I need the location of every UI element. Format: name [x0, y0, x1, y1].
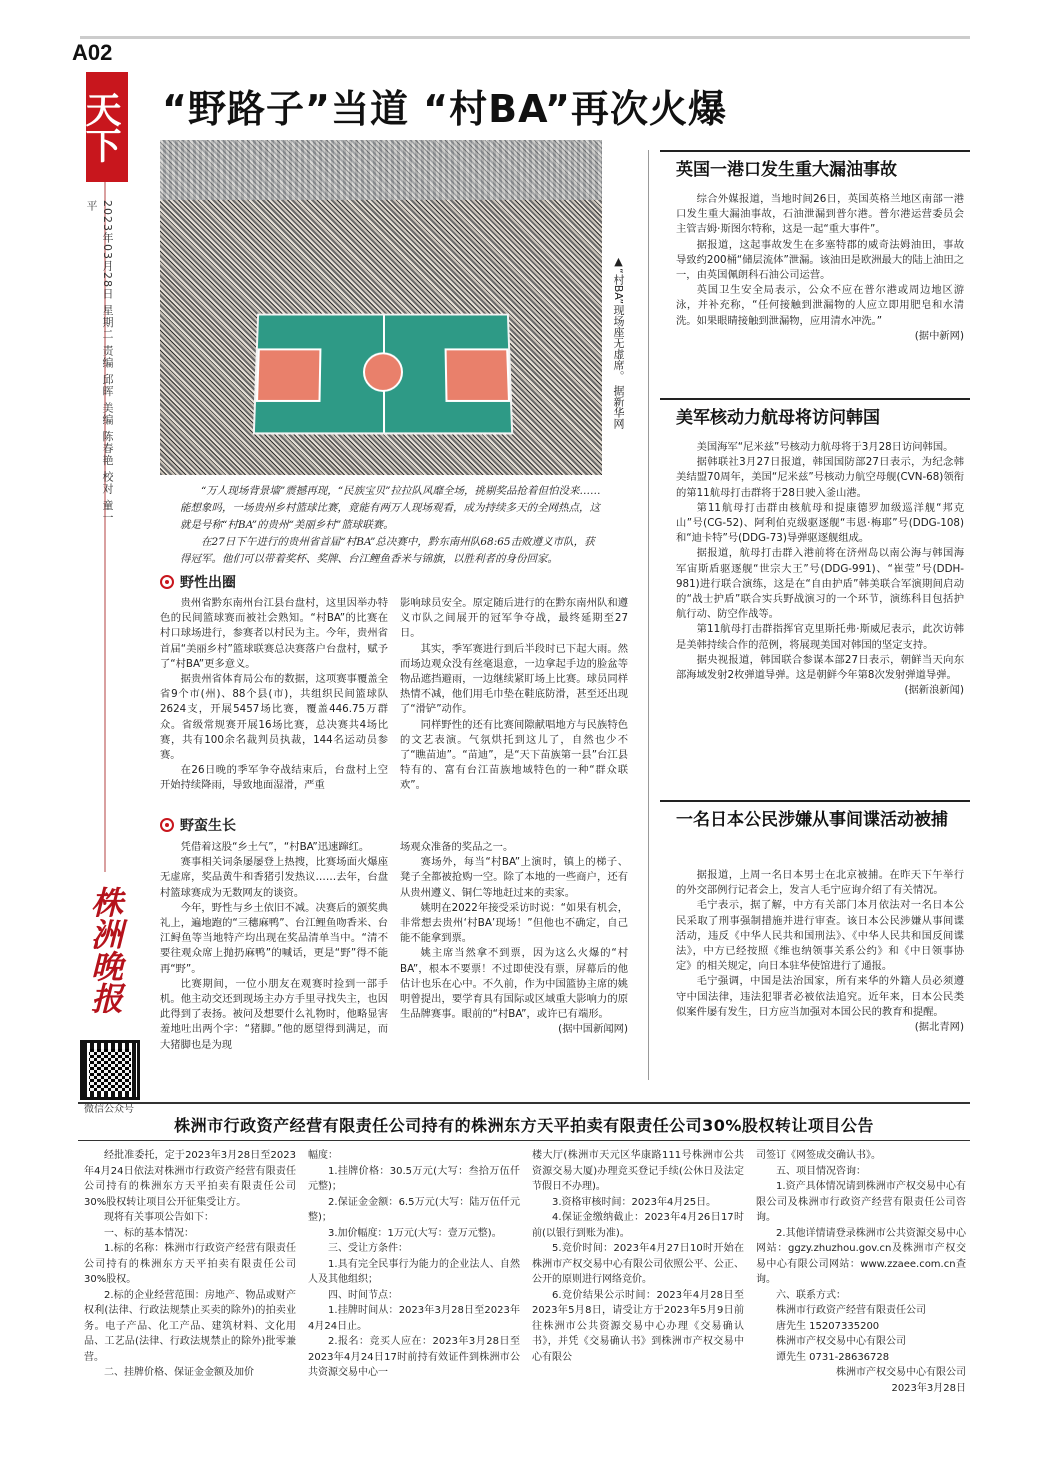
intro-paragraph: “万人现场背景墙”震撼再现，“民族宝贝”拉拉队风靡全场，挑剔奖品抢着但怕没来……能想象吗，一场贵州乡村篮球比赛，竟能有两万人现场观看，成为持续多天的全网热点，这就是号称“村BA”的贵州“美丽乡村”篮球联赛。 — [180, 485, 601, 531]
paragraph: 唐先生 15207335200 — [776, 1320, 880, 1332]
paragraph: 株洲市行政资产经营有限责任公司 — [776, 1305, 926, 1316]
section1-col2 — [400, 596, 628, 794]
section2-col2 — [400, 840, 628, 1038]
story-rule — [660, 398, 970, 400]
paragraph: 一、标的基本情况： — [104, 1227, 194, 1239]
paragraph: 2.标的企业经营范围：房地产、物品或财产权利(法律、行政法规禁止买卖的除外)的拍卖业务。电子产品、化工产品、建筑材料、文化用品、工艺品(法律、行政法规禁止的除外)批零兼营。 — [84, 1289, 296, 1363]
paragraph: 毛宁强调，中国是法治国家，所有来华的外籍人员必须遵守中国法律，违法犯罪者必被依法追究。近年来，日本公民类似案件屡有发生，日方应当加强对本国公民的教育和提醒。 — [676, 975, 964, 1018]
paragraph: 1.资产具体情况请到株洲市产权交易中心有限公司及株洲市行政资产经营有限责任公司咨询。 — [756, 1181, 966, 1223]
story-rule — [660, 150, 970, 152]
bullet-icon — [160, 818, 174, 832]
paragraph: 第11航母打击群由核航母和提康德罗加级巡洋舰“邦克山”号(CG-52)、阿利伯克级驱逐舰“韦恩·梅耶”号(DDG-108)和“迪卡特”号(DDG-73)导弹驱逐舰组成。 — [676, 501, 964, 545]
story-title: 一名日本公民涉嫌从事间谍活动被捕 — [676, 810, 948, 830]
section-tab: 天下 — [86, 72, 128, 182]
paragraph: 姚明在2022年接受采访时说：“如果有机会，非常想去贵州‘村BA’现场！”但他也不确定，自己能不能拿到票。 — [400, 901, 628, 945]
paragraph: 场观众准备的奖品之一。 — [400, 841, 514, 853]
story-body — [676, 868, 964, 1035]
paragraph: 3.加价幅度：1万元(大写：壹万元整)。 — [328, 1227, 502, 1239]
section1-col1 — [160, 596, 388, 794]
paragraph: 综合外媒报道，当地时间26日，英国英格兰地区南部一港口发生重大漏油事故，石油泄漏到普尔港。普尔港运营委员会主管吉姆·斯图尔特称，这是一起“重大事件”。 — [676, 193, 964, 236]
paragraph: 在26日晚的季军争夺战结束后，台盘村上空开始持续降雨，导致地面湿滑，严重 — [160, 764, 388, 792]
paragraph: 凭借着这股“乡土气”，“村BA”迅速蹿红。 — [180, 841, 370, 853]
section2-col1 — [160, 840, 388, 1053]
intro-paragraph: 在27日下午进行的贵州省首届“村BA”总决赛中，黔东南州队68:65击败遵义市队，获得冠军。他们可以带着奖杯、奖牌、台江鲤鱼香米与锦旗，以胜利者的身份回家。 — [180, 536, 595, 565]
paragraph: 比赛期间，一位小朋友在观赛时捡到一部手机。他主动交还到现场主办方手里寻找失主，也因此得到了表扬。被问及想要什么礼物时，他略显害羞地吐出两个字：“猪脚。”他的愿望得到满足，而大猪脚也是为现 — [160, 977, 388, 1051]
paragraph: 姚主席当然拿不到票，因为这么火爆的“村BA”，根本不要票！不过即使没有票，屏幕后的他估计也乐在心中。不久前，作为中国篮协主席的姚明曾提出，要学育具有国际或区域重大影响力的原生品牌赛事。眼前的“村BA”，或许已有端形。 — [400, 947, 628, 1021]
photo-caption: ▲“村BA”现场座无虚席。 据新华网 — [612, 255, 625, 429]
source-credit: (据新浪新闻) — [904, 684, 964, 697]
paragraph: 1.挂牌价格：30.5万元(大写：叁拾万伍仟元整)； — [308, 1165, 520, 1192]
paragraph: 毛宁表示，据了解，中方有关部门本月依法对一名日本公民采取了刑事强制措施并进行审查。该日本公民涉嫌从事间谍活动，违反《中华人民共和国刑法》、《中华人民共和国反间谍法》，中方已经按照《维也纳领事关系公约》和《中日领事协定》的相关规定，向日本驻华使馆进行了通报。 — [676, 899, 964, 973]
basketball-court-graphic — [253, 314, 513, 435]
main-headline: “野路子”当道 “村BA”再次火爆 — [162, 87, 728, 131]
paragraph: 幅度： — [308, 1150, 338, 1161]
paragraph: 据报道，这起事故发生在多塞特郡的威奇法姆油田，事故导致约200桶“储层流体”泄漏。该油田是欧洲最大的陆上油田之一，由英国佩朗科石油公司运营。 — [676, 238, 964, 282]
paragraph: 英国卫生安全局表示，公众不应在普尔港或周边地区游泳，并补充称，“任何接触到泄漏物的人应立即用肥皂和水清洗。如果眼睛接触到泄漏物，应用清水冲洗。” — [676, 284, 964, 327]
paragraph: 1.挂牌时间从：2023年3月28日至2023年4月24日止。 — [308, 1305, 520, 1332]
paragraph: 其实，季军赛进行到后半段时已下起大雨。然而场边观众没有丝毫退意，一边拿起手边的脸盆等物品遮挡避雨，一边继续紧盯场上比赛。球员同样热情不减，他们用毛巾垫在鞋底防滑，甚至还出现了“滑铲”动作。 — [400, 642, 628, 716]
paragraph: 楼大厅(株洲市天元区华康路111号株洲市公共资源交易大厦)办理竞买登记手续(公休日及法定节假日不办理)。 — [532, 1150, 744, 1192]
qr-caption: 微信公众号 — [84, 1104, 134, 1115]
story-body — [676, 192, 964, 344]
paragraph: 赛事相关词条屡屡登上热搜，比赛场面火爆座无虚席，奖品黄牛和香猪引发热议……去年，台盘村篮球赛成为无数网友的谈资。 — [160, 856, 388, 899]
intro-caption — [180, 483, 602, 568]
paragraph: 美国海军“尼米兹”号核动力航母将于3月28日访问韩国。 — [696, 441, 954, 453]
paragraph: 株洲市产权交易中心有限公司 — [776, 1336, 906, 1347]
paragraph: 据韩联社3月27日报道，韩国国防部27日表示，为纪念韩美结盟70周年，美国“尼米兹”号核动力航空母舰(CVN-68)领衔的第11航母打击群将于28日驶入釜山港。 — [676, 456, 964, 499]
paragraph: 1.具有完全民事行为能力的企业法人、自然人及其他组织； — [308, 1258, 520, 1285]
bullet-icon — [160, 575, 174, 589]
top-rule — [80, 36, 970, 39]
column-divider — [648, 150, 649, 1080]
paragraph: 贵州省黔东南州台江县台盘村，这里因举办特色的民间篮球赛而被社会熟知。“村BA”的比赛在村口球场进行，参赛者以村民为主。今年，贵州省首届“美丽乡村”篮球联赛总决赛落户台盘村，赋予了“村BA”更多意义。 — [160, 597, 388, 670]
paragraph: 三、受让方条件： — [328, 1243, 408, 1254]
qr-code-icon — [80, 1040, 140, 1100]
paragraph: 经批准委托，定于2023年3月28日至2023年4月24日依法对株洲市行政资产经营有限责任公司持有的株洲东方天平拍卖有限责任公司30%股权转让项目公开征集受让方。 — [84, 1150, 296, 1208]
paragraph: 今年，野性与乡土依旧不减。决赛后的颁奖典礼上，遍地跑的“三穗麻鸭”、台江鲤鱼吻香米、台江鲟鱼等当地特产均出现在奖品清单当中。“清不要往观众席上抛扔麻鸭”的喊话，更是“野”得不能再“野”。 — [160, 901, 388, 975]
paragraph: 同样野性的还有比赛间隙献唱地方与民族特色的文艺表演。气氛烘托到这儿了，自然也少不了“瞧苗迪”。“苗迪”，是“天下苗族第一县”台江县特有的、富有台江苗族地域特色的一种“群众联欢”。 — [400, 718, 628, 792]
story-body — [676, 440, 964, 698]
source-credit: (据中国新闻网) — [558, 1023, 628, 1036]
stadium-photo — [160, 140, 602, 475]
notice-col1 — [84, 1148, 296, 1381]
paragraph: 3.资格审核时间：2023年4月25日。 — [552, 1196, 717, 1208]
paragraph: 据报道，上周一名日本男士在北京被捕。在昨天下午举行的外交部例行记者会上，发言人毛宁应询介绍了有关情况。 — [676, 869, 964, 897]
notice-rule — [78, 1140, 970, 1141]
story-title: 英国一港口发生重大漏油事故 — [676, 160, 897, 180]
paragraph: 赛场外，每当“村BA”上演时，镇上的梯子、凳子全都被抢购一空。除了本地的一些商户，还有从贵州遵义、铜仁等地赶过来的卖家。 — [400, 856, 628, 899]
paragraph: 六、联系方式： — [776, 1289, 846, 1301]
notice-col4 — [756, 1148, 966, 1396]
paragraph: 现将有关事项公告如下： — [104, 1212, 214, 1223]
paragraph: 6.竞价结果公示时间：2023年4月28日至2023年5月8日，请受让方于2023年5月9日前往株洲市公共资源交易中心办理《交易确认书》，并凭《交易确认书》到株洲市产权交易中心有限公 — [532, 1289, 744, 1363]
paragraph: 2.其他详情请登录株洲市公共资源交易中心网站：ggzy.zhuzhou.gov.cn及株洲市产权交易中心有限公司网站：www.zzaee.com.cn查询。 — [756, 1227, 966, 1285]
page-number: A02 — [72, 40, 113, 65]
paragraph: 五、项目情况咨询： — [776, 1165, 866, 1177]
newspaper-logo: 株洲晚报 — [86, 886, 124, 1014]
paragraph: 影响球员安全。原定随后进行的在黔东南州队和遵义市队之间展开的冠军争夺战，最终延期至27日。 — [400, 597, 628, 640]
dateline: 2023年03月28日 星期二 责编 邱晖 美编 陈春艳 校对 童一平 — [85, 200, 114, 524]
paragraph: 2.保证金金额：6.5万元(大写：陆万伍仟元整)； — [308, 1196, 520, 1223]
notice-col3 — [532, 1148, 744, 1365]
source-credit: (据中新网) — [914, 329, 964, 342]
paragraph: 5.竞价时间：2023年4月27日10时开始在株洲市产权交易中心有限公司依照公平、公正、公开的原则进行网络竞价。 — [532, 1243, 744, 1285]
section-heading-2: 野蛮生长 — [160, 815, 236, 835]
story-rule — [660, 800, 970, 802]
paragraph: 司签订《网签成交确认书》。 — [756, 1150, 881, 1161]
notice-col2 — [308, 1148, 520, 1381]
paragraph: 据报道，航母打击群入港前将在济州岛以南公海与韩国海军宙斯盾驱逐舰“世宗大王”号(DDG-991)、“崔莹”号(DDH-981)进行联合演练，这是在“自由护盾”韩美联合军演期间启动的“战士护盾”联合实兵野战演习的一个环节，演练科目包括护航行动、防空作战等。 — [676, 547, 964, 621]
paragraph: 4.保证金缴纳截止：2023年4月26日17时前(以银行到账为准)。 — [532, 1212, 744, 1239]
notice-title: 株洲市行政资产经营有限责任公司持有的株洲东方天平拍卖有限责任公司30%股权转让项目公告 — [174, 1116, 874, 1135]
paragraph: 二、挂牌价格、保证金金额及加价 — [104, 1367, 254, 1378]
paragraph: 1.标的名称：株洲市行政资产经营有限责任公司持有的株洲东方天平拍卖有限责任公司30%股权。 — [84, 1243, 296, 1285]
paragraph: 2.报名：竞买人应在：2023年3月28日至2023年4月24日17时前持有效证件到株洲市公共资源交易中心一 — [308, 1336, 520, 1378]
section-heading-1: 野性出圈 — [160, 572, 236, 592]
signature-org: 株洲市产权交易中心有限公司 — [836, 1367, 966, 1378]
paragraph: 四、时间节点： — [328, 1289, 398, 1301]
paragraph: 据贵州省体育局公布的数据，这项赛事覆盖全省9个市(州)、88个县(市)，共组织民间篮球队2624支，开展5457场比赛，覆盖446.75万群众。省级常规赛开展16场比赛，总决赛共4场比赛，共有100余名裁判员执裁，144名运动员参赛。 — [160, 673, 388, 762]
signature-date: 2023年3月28日 — [891, 1382, 966, 1394]
source-credit: (据北青网) — [914, 1021, 964, 1034]
paragraph: 谭先生 0731-28636728 — [776, 1351, 890, 1363]
paragraph: 据央视报道，韩国联合参谋本部27日表示，朝鲜当天向东部海域发射2枚弹道导弹。这是朝鲜今年第8次发射弹道导弹。 — [676, 653, 964, 682]
story-title: 美军核动力航母将访问韩国 — [676, 408, 880, 428]
paragraph: 第11航母打击群指挥官克里斯托弗·斯威尼表示，此次访韩是美韩持续合作的范例，将展现美国对韩国的坚定支持。 — [676, 623, 964, 651]
